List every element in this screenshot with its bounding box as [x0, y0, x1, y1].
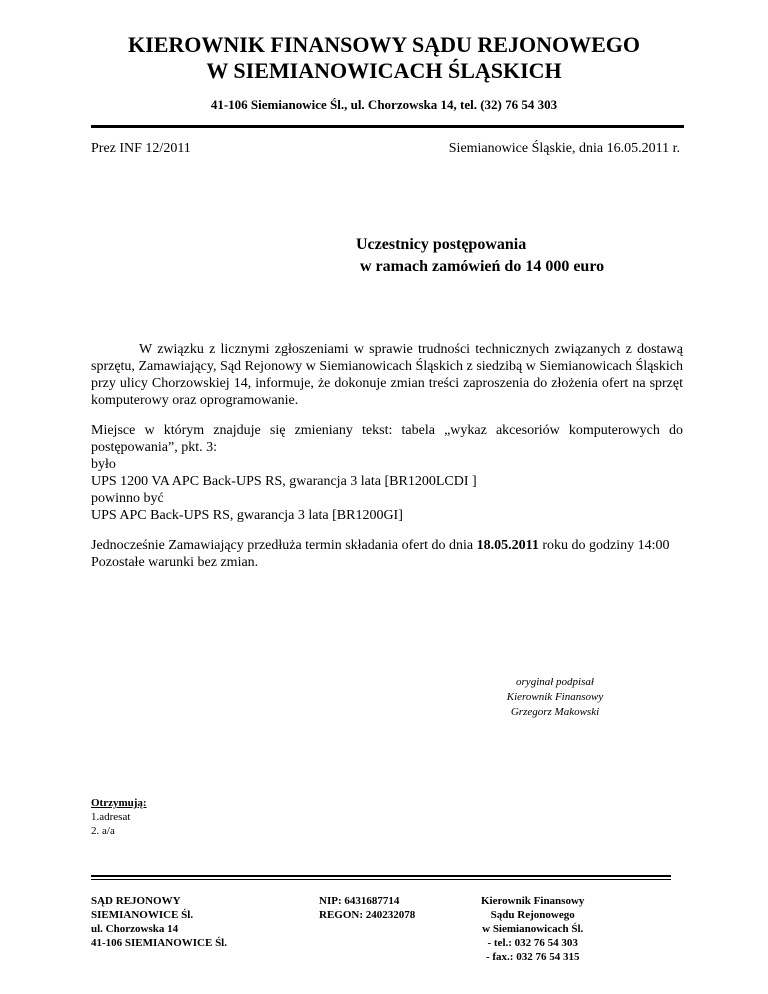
- header-divider: [91, 125, 684, 128]
- body-paragraph-1: W związku z licznymi zgłoszeniami w sprawie trudności technicznych związanych z dostawą sprzętu, Zamawiający, Sąd Rejonowy w Siemianowicach Śląskich z siedzibą w Siemianowicach Śląskich przy ulicy Chorzowskiej 14, informuje, że dokonuje zmian treści zaproszenia do złożenia ofert na sprzęt komputerowy oraz oprogramowanie.: [91, 342, 683, 408]
- signature-line3: Grzegorz Makowski: [510, 706, 600, 718]
- footer-phone: - tel.: 032 76 54 303: [487, 937, 578, 949]
- should-text: UPS APC Back-UPS RS, gwarancja 3 lata [BR1200GI]: [91, 508, 403, 523]
- document-title-line1: KIEROWNIK FINANSOWY SĄDU REJONOWEGO: [128, 32, 640, 57]
- body-paragraph-2: [91, 422, 683, 524]
- header-address: 41-106 Siemianowice Śl., ul. Chorzowska 14, tel. (32) 76 54 303: [210, 97, 558, 112]
- signature-block: [480, 675, 630, 720]
- footer-line: 41-106 SIEMIANOWICE Śl.: [91, 937, 227, 949]
- deadline-date: 18.05.2011: [476, 538, 539, 553]
- deadline-text-before: Jednocześnie Zamawiający przedłuża termin składania ofert do dnia: [91, 538, 477, 553]
- footer-line: SIEMIANOWICE Śl.: [91, 909, 194, 921]
- recipient-item: 2. a/a: [91, 825, 115, 837]
- deadline-extension-text: [91, 537, 683, 554]
- should-label: powinno być: [91, 491, 164, 506]
- recipient-item: 1.adresat: [91, 811, 131, 823]
- footer-tax-ids: [319, 894, 415, 922]
- deadline-text-after: roku do godziny 14:00: [538, 538, 670, 553]
- footer-line: w Siemianowicach Śl.: [482, 923, 584, 935]
- addressee-line1: Uczestnicy postępowania: [356, 236, 527, 253]
- footer-line: SĄD REJONOWY: [91, 895, 181, 907]
- footer-divider: [91, 875, 671, 880]
- addressee-line2: w ramach zamówień do 14 000 euro: [360, 258, 605, 275]
- was-label: było: [91, 457, 116, 472]
- was-text: UPS 1200 VA APC Back-UPS RS, gwarancja 3 lata [BR1200LCDI ]: [91, 474, 477, 489]
- footer-contact: [481, 894, 584, 964]
- footer-fax: - fax.: 032 76 54 315: [485, 951, 580, 963]
- footer-nip: NIP: 6431687714: [319, 895, 400, 907]
- footer-line: Kierownik Finansowy: [481, 895, 585, 907]
- footer-line: ul. Chorzowska 14: [91, 923, 179, 935]
- signature-line2: Kierownik Finansowy: [506, 691, 604, 703]
- recipients-heading: Otrzymują:: [91, 797, 147, 809]
- recipients-block: [91, 796, 147, 838]
- place-and-date: Siemianowice Śląskie, dnia 16.05.2011 r.: [448, 141, 680, 156]
- body-paragraph-3: [91, 537, 683, 571]
- reference-number: Prez INF 12/2011: [91, 141, 191, 156]
- signature-line1: oryginał podpisał: [516, 676, 594, 688]
- remaining-conditions-text: Pozostałe warunki bez zmian.: [91, 555, 259, 570]
- footer-line: Sądu Rejonowego: [490, 909, 575, 921]
- change-location-text: Miejsce w którym znajduje się zmieniany tekst: tabela „wykaz akcesoriów komputerowych do postępowania”, pkt. 3:: [91, 423, 683, 455]
- footer-court-address: [91, 894, 227, 950]
- footer-regon: REGON: 240232078: [319, 909, 416, 921]
- addressee-block: [356, 234, 604, 278]
- document-title-line2: W SIEMIANOWICACH ŚLĄSKICH: [206, 58, 562, 83]
